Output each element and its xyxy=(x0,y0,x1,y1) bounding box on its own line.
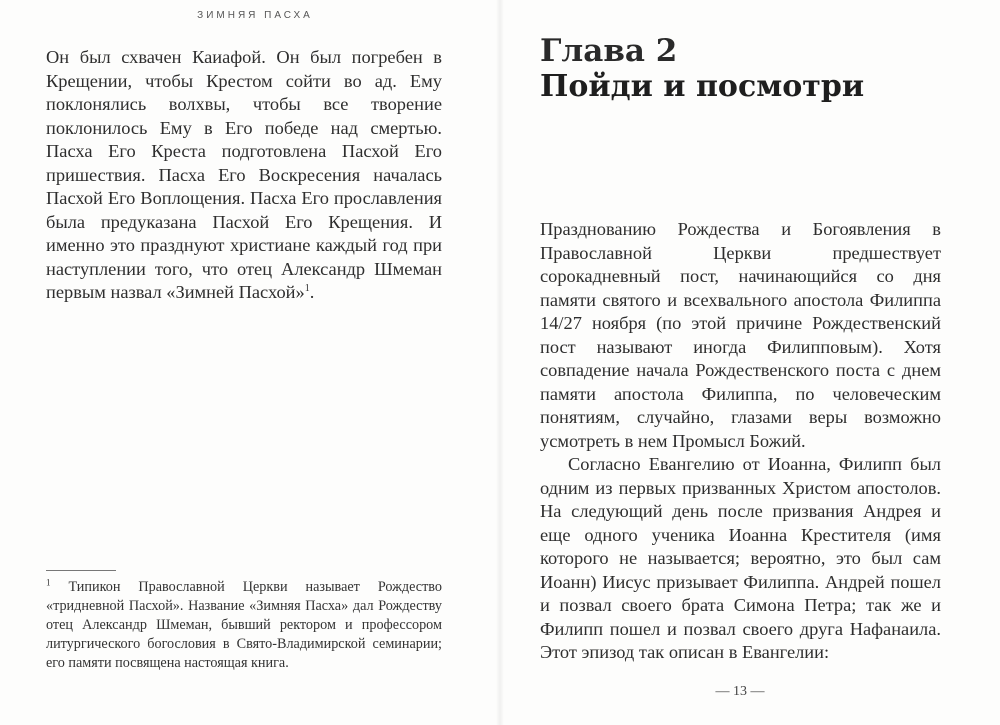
left-paragraph xyxy=(46,46,442,305)
chapter-label: Глава 2 xyxy=(540,33,678,69)
left-paragraph-text: Он был схвачен Каиафой. Он был погребен в Крещении, чтобы Крестом сойти во ад. Ему поклонялись волхвы, чтобы все творение поклонилось Ему в Его победе над смертью. Пасха Его Креста подготовлена Пасхой Его пришествия. Пасха Его Воскресения началась Пасхой Его Воплощения. Пасха Его прославления была предуказана Пасхой Его Крещения. И именно это празднуют христиане каждый год при наступлении того, что отец Александр Шмеман первым назвал «Зимней Пасхой» xyxy=(46,47,442,302)
chapter-title: Пойди и посмотри xyxy=(540,69,865,104)
right-paragraph-1: Празднованию Рождества и Богоявления в Православной Церкви предшествует сорокадневный пост, начинающийся со дня памяти святого и всехвального апостола Филиппа 14/27 ноября (по этой причине Рождественский пост называют иногда Филипповым). Хотя совпадение начала Рождественского поста с днем памяти апостола Филиппа, по человеческим понятиям, случайно, глазами веры возможно усмотреть в нем Промысл Божий. xyxy=(540,219,941,451)
left-page-body xyxy=(46,46,442,305)
footnote-number: 1 xyxy=(46,577,51,588)
footnote xyxy=(46,578,442,673)
left-paragraph-end: . xyxy=(309,282,315,302)
running-head: ЗИМНЯЯ ПАСХА xyxy=(197,10,313,21)
right-page-body xyxy=(540,218,941,665)
page-number: — 13 — xyxy=(715,684,765,699)
right-paragraph-2: Согласно Евангелию от Иоанна, Филипп был одним из первых призванных Христом апостолов. На следующий день после призвания Андрея и еще одного ученика Иоанна Крестителя (имя которого не называется; вероятно, это был сам Иоанн) Иисус призывает Филиппа. Андрей пошел и позвал своего брата Симона Петра; так же и Филипп пошел и позвал своего друга Нафанаила. Этот эпизод так описан в Евангелии: xyxy=(540,454,941,662)
footnote-divider xyxy=(46,570,116,571)
footnote-reference[interactable]: 1 xyxy=(304,282,310,294)
footnote-text: Типикон Православной Церкви называет Рождество «тридневной Пасхой». Название «Зимняя Пасха» дал Рождеству отец Александр Шмеман, бывший ректором и профессором литургического богословия в Свято-Владимирской семинарии; его памяти посвящена настоящая книга. xyxy=(46,579,442,671)
